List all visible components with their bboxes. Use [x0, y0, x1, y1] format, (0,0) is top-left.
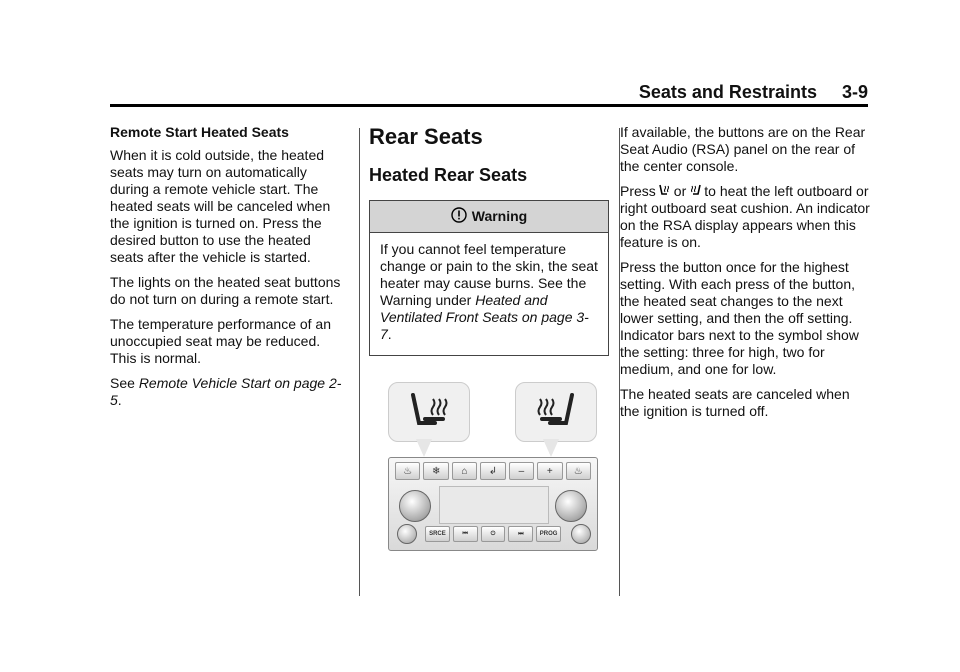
section-heading: Rear Seats — [369, 124, 483, 149]
header-title — [639, 82, 868, 103]
program-button[interactable]: PROG — [536, 526, 561, 542]
panel-top-buttons — [395, 462, 591, 480]
callout-left-heated-seat — [388, 382, 470, 442]
column-middle — [369, 124, 609, 356]
rsa-panel — [388, 457, 598, 551]
column-divider — [359, 128, 360, 596]
text: to heat the left outboard or right outboard seat cushion. An indicator on the RSA display appears when this feature is on. — [620, 183, 870, 250]
panel-button[interactable]: + — [537, 462, 562, 480]
panel-bottom-buttons — [425, 526, 561, 542]
warning-text — [380, 241, 598, 343]
panel-button[interactable]: ❄ — [423, 462, 448, 480]
text: or — [673, 183, 687, 199]
source-button[interactable]: SRCE — [425, 526, 450, 542]
next-button[interactable]: ⏭ — [508, 526, 533, 542]
rsa-panel-illustration — [382, 382, 604, 567]
paragraph: The heated seats are canceled when the ignition is turned off. — [620, 386, 850, 419]
left-knob[interactable] — [399, 490, 431, 522]
subsection-heading: Heated Rear Seats — [369, 165, 528, 185]
section-title: Seats and Restraints — [638, 82, 817, 102]
panel-button[interactable]: – — [509, 462, 534, 480]
heated-seat-right-button[interactable]: ♨ — [566, 462, 591, 480]
paragraph: When it is cold outside, the heated seats may turn on automatically during a remote vehicle start. The heated seats will be canceled when the ignition is turned on. Press the desired button to use the heated seats after the vehicle is started. — [110, 147, 331, 265]
text: If you cannot feel temperature change or pain to the skin, the seat heater may cause burns. See the Warning under — [380, 241, 598, 308]
panel-button[interactable]: ⌂ — [452, 462, 477, 480]
heated-seat-right-icon — [516, 383, 596, 441]
subheading: Remote Start Heated Seats — [110, 124, 289, 140]
panel-display — [439, 486, 549, 524]
right-knob[interactable] — [555, 490, 587, 522]
callout-tail — [416, 439, 432, 457]
cross-reference[interactable]: Heated and Ventilated Front Seats on page 3-7 — [380, 292, 589, 342]
warning-body — [370, 233, 608, 355]
callout-right-heated-seat — [515, 382, 597, 442]
paragraph: The temperature performance of an unoccupied seat may be reduced. This is normal. — [110, 316, 332, 366]
column-left — [110, 124, 346, 417]
paragraph: If available, the buttons are on the Rear Seat Audio (RSA) panel on the rear of the center console. — [620, 124, 866, 174]
paragraph: Press the button once for the highest setting. With each press of the button, the heated seat changes to the next lower setting, and then the off setting. Indicator bars next to the symbol show the setting: three for high, two for medium, and one for low. — [620, 259, 859, 377]
header-rule — [110, 104, 868, 107]
warning-box — [369, 200, 609, 356]
callout-tail — [543, 439, 559, 457]
text: See — [110, 375, 139, 391]
page-number: 3-9 — [841, 82, 868, 102]
text: . — [387, 326, 392, 342]
previous-button[interactable]: ⏮ — [453, 526, 478, 542]
power-button[interactable]: ⏻ — [481, 526, 506, 542]
warning-header — [370, 201, 608, 233]
text: . — [117, 392, 122, 408]
paragraph: The lights on the heated seat buttons do not turn on during a remote start. — [110, 274, 341, 307]
text: Press — [620, 183, 656, 199]
heated-seat-left-icon — [389, 383, 469, 441]
warning-icon — [451, 207, 467, 226]
warning-title: Warning — [471, 208, 528, 224]
paragraph — [620, 183, 870, 251]
page-header — [110, 80, 868, 104]
cross-reference[interactable]: Remote Vehicle Start on page 2-5 — [110, 375, 342, 408]
paragraph — [110, 375, 346, 409]
left-jack — [397, 524, 417, 544]
heated-seat-right-icon — [688, 184, 702, 198]
right-jack — [571, 524, 591, 544]
heated-seat-left-button[interactable]: ♨ — [395, 462, 420, 480]
panel-button[interactable]: ↲ — [480, 462, 505, 480]
column-right — [620, 124, 870, 428]
heated-seat-left-icon — [658, 184, 672, 198]
